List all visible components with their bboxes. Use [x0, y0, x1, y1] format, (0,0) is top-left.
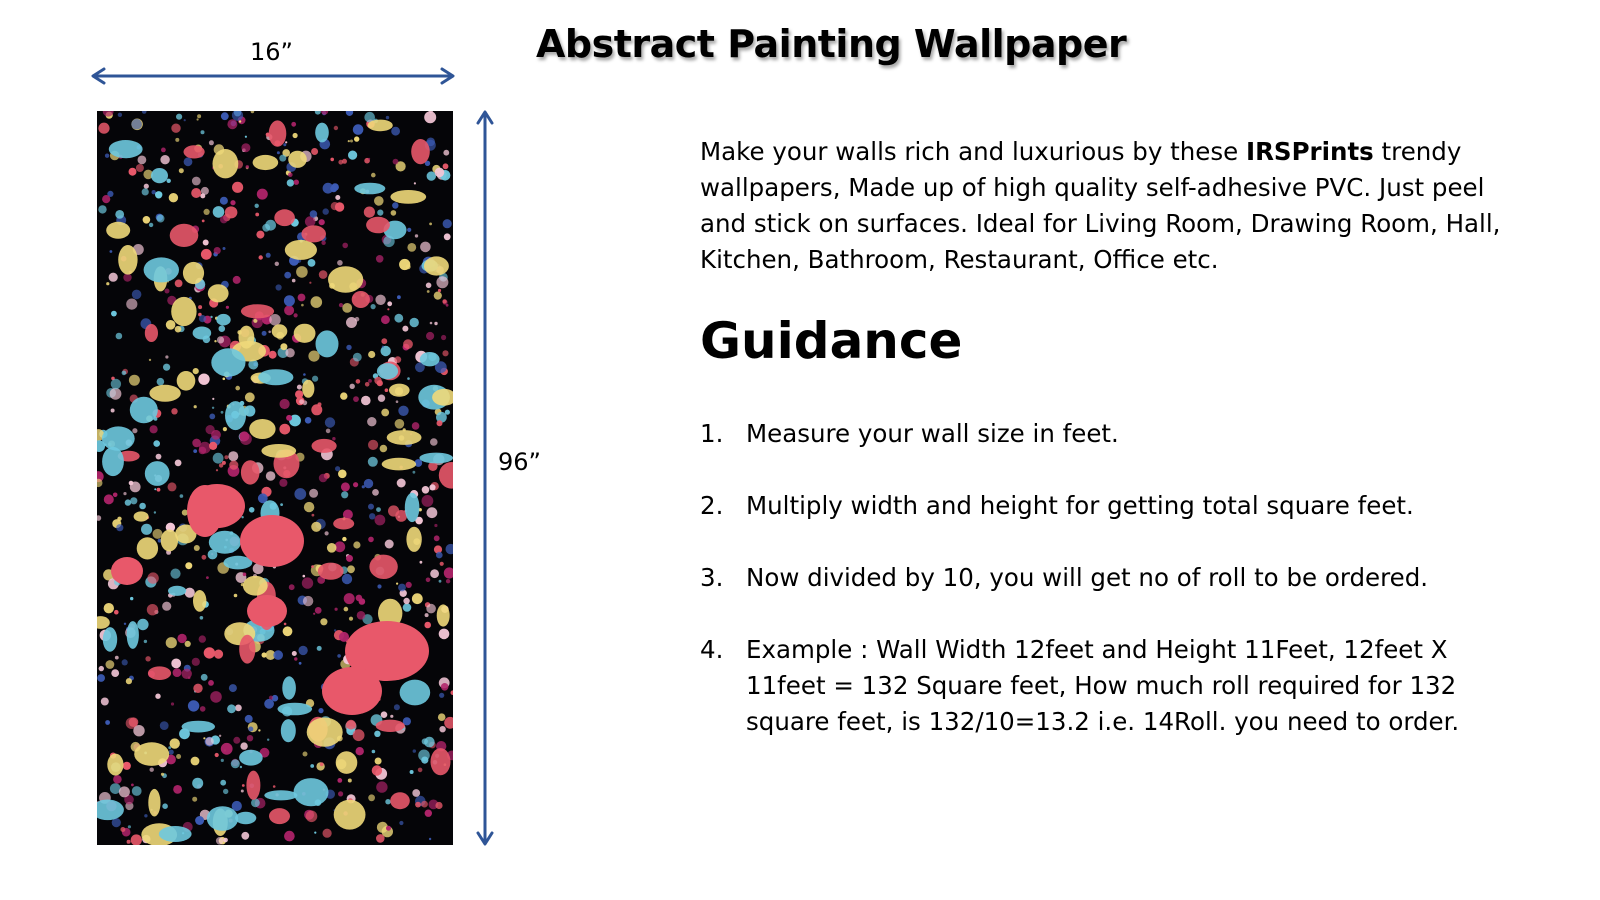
step-text: Now divided by 10, you will get no of roll to be ordered.: [746, 563, 1429, 592]
guidance-steps: [700, 416, 1500, 776]
guidance-step: [700, 632, 1500, 740]
product-description: [700, 134, 1520, 278]
step-number: 2.: [700, 491, 724, 520]
step-text: Measure your wall size in feet.: [746, 419, 1119, 448]
height-dimension-label: 96”: [498, 448, 541, 476]
step-text: Example : Wall Width 12feet and Height 11Feet, 12feet X 11feet = 132 Square feet, How much roll required for 132 square feet, is 132/10=13.2 i.e. 14Roll. you need to order.: [746, 635, 1460, 736]
page-title: Abstract Painting Wallpaper: [536, 22, 1127, 66]
height-arrow-icon: [477, 109, 493, 847]
step-number: 4.: [700, 635, 724, 664]
description-intro: Make your walls rich and luxurious by these: [700, 137, 1246, 166]
step-number: 3.: [700, 563, 724, 592]
step-number: 1.: [700, 419, 724, 448]
width-arrow-icon: [90, 68, 456, 84]
description-body: trendy wallpapers, Made up of high quality self-adhesive PVC. Just peel and stick on surfaces. Ideal for Living Room, Drawing Room, Hall, Kitchen, Bathroom, Restaurant, Office etc.: [700, 137, 1501, 274]
guidance-heading: Guidance: [700, 312, 963, 370]
width-dimension-label: 16”: [250, 38, 293, 66]
brand-name: IRSPrints: [1245, 137, 1374, 166]
paint-splatter-icon: [97, 111, 453, 845]
guidance-step: [700, 560, 1500, 596]
guidance-step: [700, 488, 1500, 524]
wallpaper-sample-image: [97, 111, 453, 845]
step-text: Multiply width and height for getting total square feet.: [746, 491, 1414, 520]
guidance-step: [700, 416, 1500, 452]
